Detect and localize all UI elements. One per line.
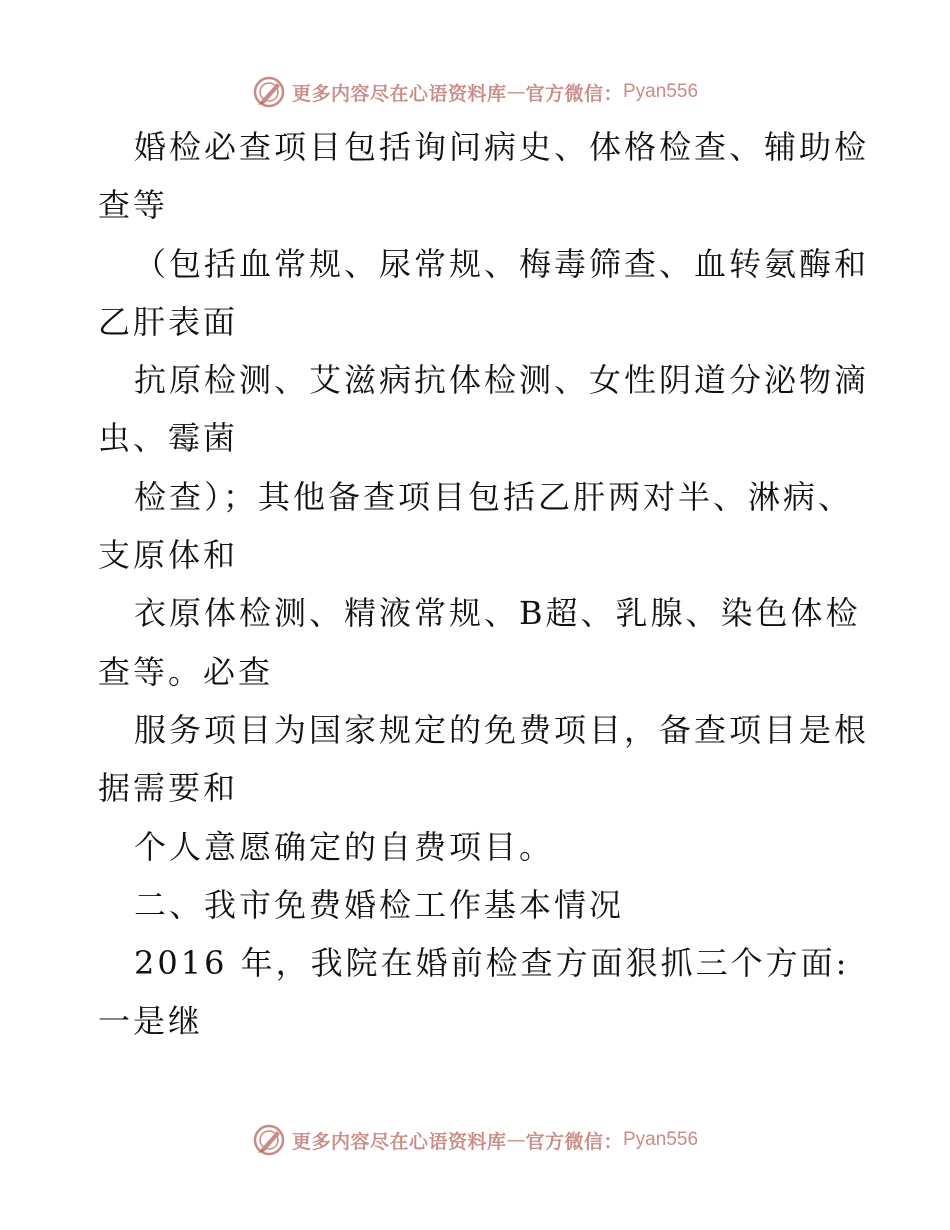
body-line: 抗原检测、艾滋病抗体检测、女性阴道分泌物滴 [134, 361, 870, 400]
watermark-contact-text: 官方微信： [525, 1130, 623, 1153]
body-line: 虫、霉菌 [98, 419, 239, 458]
body-line: 一是继 [98, 1002, 204, 1041]
body-line: 衣原体检测、精液常规、B超、乳腺、染色体检 [134, 594, 861, 633]
body-line: 查等。必查 [98, 652, 274, 691]
body-line: 查等 [98, 186, 169, 225]
body-line: 乙肝表面 [98, 302, 239, 341]
body-line: 个人意愿确定的自费项目。 [134, 827, 555, 866]
body-line: 检查）；其他备查项目包括乙肝两对半、淋病、 [134, 477, 854, 516]
watermark-separator: — [506, 1129, 526, 1151]
header-watermark [0, 72, 950, 112]
seal-pen-logo-icon [252, 75, 286, 109]
body-line: 2016 年，我院在婚前检查方面狠抓三个方面: [134, 944, 850, 983]
watermark-brand-text: 更多内容尽在心语资料库 [291, 82, 507, 105]
watermark-contact-text: 官方微信： [525, 82, 623, 105]
watermark-brand-text: 更多内容尽在心语资料库 [291, 1130, 507, 1153]
body-line: 支原体和 [98, 536, 239, 575]
body-line: 据需要和 [98, 769, 239, 808]
body-line: 服务项目为国家规定的免费项目，备查项目是根 [134, 710, 870, 749]
seal-pen-logo-icon [252, 1123, 286, 1157]
body-line: （包括血常规、尿常规、梅毒筛查、血转氨酶和 [134, 244, 870, 283]
body-line: 婚检必查项目包括询问病史、体格检查、辅助检 [134, 128, 870, 166]
section-heading: 二、我市免费婚检工作基本情况 [134, 885, 625, 924]
watermark-separator: — [506, 81, 526, 103]
watermark-wechat-id: Pyan556 [623, 1129, 699, 1150]
watermark-wechat-id: Pyan556 [623, 81, 699, 102]
footer-watermark [0, 1120, 950, 1160]
document-body [98, 118, 870, 1051]
